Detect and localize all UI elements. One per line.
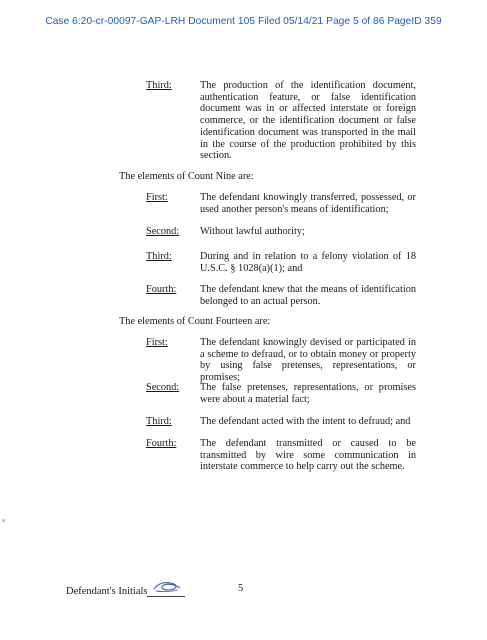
element-text-third: The production of the identification document, authentication feature, or false identification document was in or affected interstate or foreign commerce, or the identification document or false identification document was transported in the mail in the course of the production prohibited by this section. bbox=[200, 80, 416, 162]
page-number: 5 bbox=[238, 583, 244, 594]
element-term-third: Third: bbox=[146, 416, 172, 427]
count-nine-heading: The elements of Count Nine are: bbox=[119, 171, 254, 182]
element-term-first: First: bbox=[146, 337, 168, 348]
element-term-second: Second: bbox=[146, 382, 180, 393]
initials-line bbox=[147, 596, 185, 597]
initials-label: Defendant's Initials bbox=[66, 586, 148, 597]
element-term-third: Third: bbox=[146, 80, 172, 91]
element-text-first: The defendant knowingly devised or participated in a scheme to defraud, or to obtain money or property by using false pretenses, representations, or promises; bbox=[200, 337, 416, 384]
element-text-first: The defendant knowingly transferred, possessed, or used another person's means of identification; bbox=[200, 192, 416, 215]
case-header: Case 6:20-cr-00097-GAP-LRH Document 105 Filed 05/14/21 Page 5 of 86 PageID 359 bbox=[45, 16, 442, 27]
initials-signature bbox=[152, 579, 182, 595]
element-term-fourth: Fourth: bbox=[146, 284, 177, 295]
element-text-fourth: The defendant knew that the means of identification belonged to an actual person. bbox=[200, 284, 416, 307]
count-fourteen-heading: The elements of Count Fourteen are: bbox=[119, 316, 271, 327]
element-term-third: Third: bbox=[146, 251, 172, 262]
element-text-second: Without lawful authority; bbox=[200, 226, 305, 237]
element-text-third: During and in relation to a felony violation of 18 U.S.C. § 1028(a)(1); and bbox=[200, 251, 416, 274]
element-term-second: Second: bbox=[146, 226, 180, 237]
element-term-first: First: bbox=[146, 192, 168, 203]
element-text-fourth: The defendant transmitted or caused to be transmitted by wire some communication in interstate commerce to help carry out the scheme. bbox=[200, 438, 416, 473]
margin-mark bbox=[2, 519, 5, 522]
element-text-third: The defendant acted with the intent to defraud; and bbox=[200, 416, 411, 427]
element-text-second: The false pretenses, representations, or promises were about a material fact; bbox=[200, 382, 416, 405]
element-term-fourth: Fourth: bbox=[146, 438, 177, 449]
